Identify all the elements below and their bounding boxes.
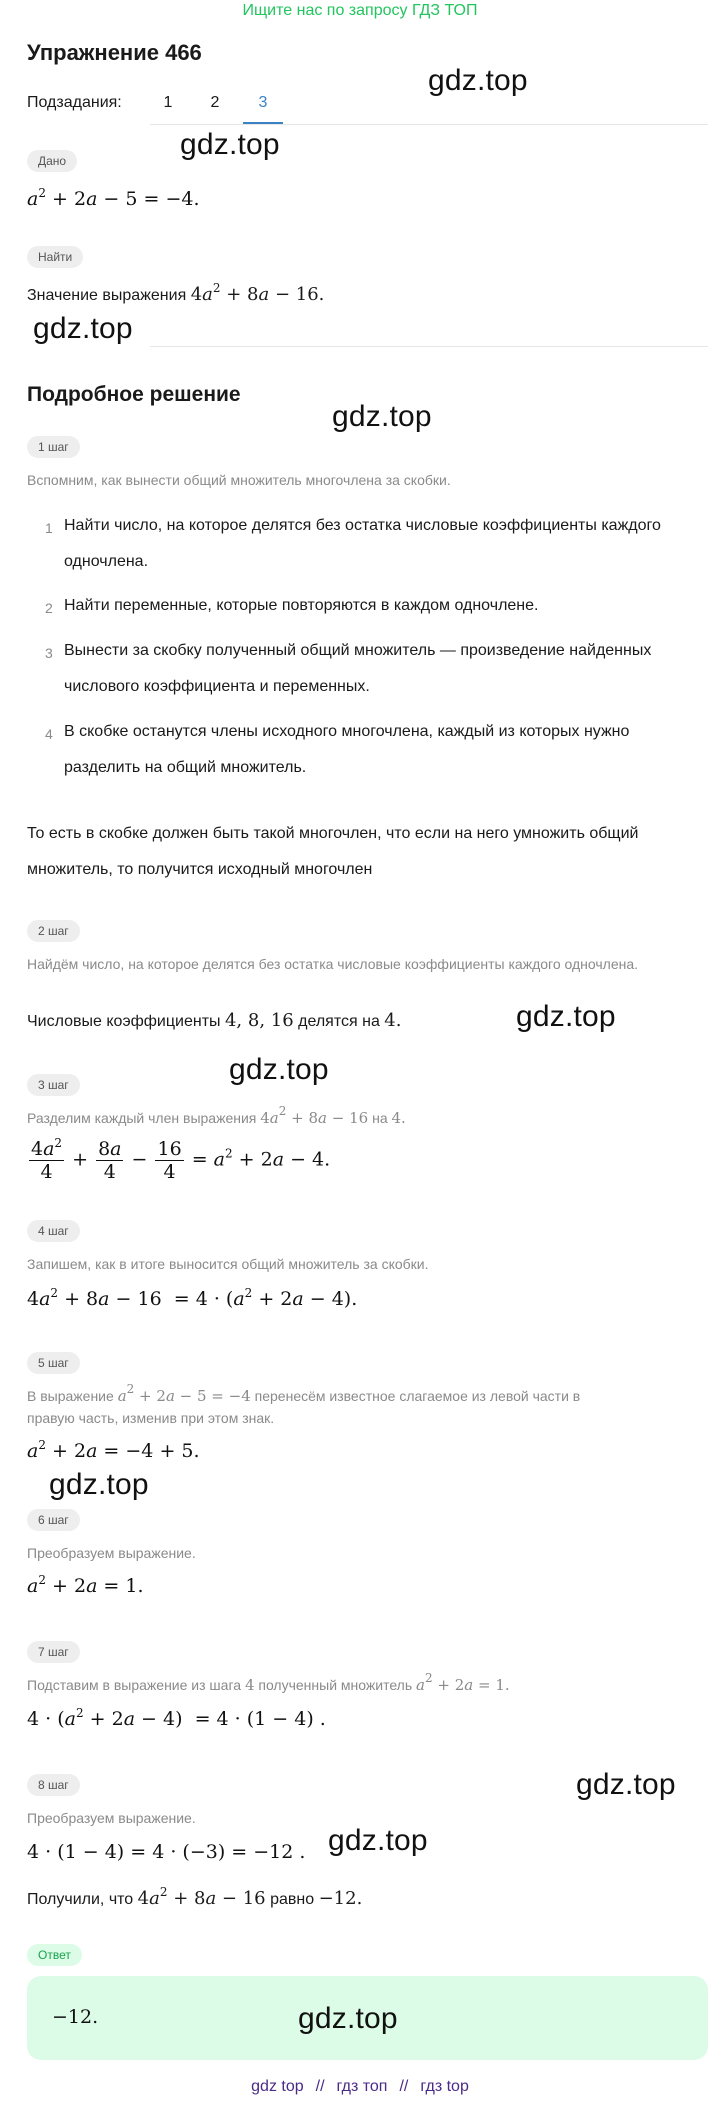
subtask-tab-3[interactable]: 3 bbox=[258, 94, 268, 111]
find-badge: Найти bbox=[27, 246, 83, 268]
step-2-text: Числовые коэффициенты 4, 8, 16 делятся на 4. bbox=[27, 1010, 402, 1031]
page-title: Упражнение 466 bbox=[27, 40, 202, 65]
watermark: gdz.top bbox=[428, 64, 528, 97]
step-7-math: $4 \cdot (a^2 + 2a - 4) = 4 \cdot (1 - 4)$ . bbox=[27, 1706, 326, 1730]
top-banner[interactable]: Ищите нас по запросу ГДЗ ТОП bbox=[242, 2, 478, 19]
step-5-badge: 5 шаг bbox=[27, 1352, 80, 1374]
footer-separator: // bbox=[315, 2078, 325, 2095]
watermark: gdz.top bbox=[298, 2002, 398, 2035]
step-3-hint: Разделим каждый член выражения $4a^2 + 8a - 16$ на 4. bbox=[27, 1104, 406, 1127]
step-8-math: 4 · (1 − 4) = 4 · (−3) = −12 . bbox=[27, 1841, 306, 1863]
step-8-result-text: Получили, что $4a^2 + 8a - 16$ равно −12. bbox=[27, 1885, 363, 1909]
step-1-hint: Вспомним, как вынести общий множитель многочлена за скобки. bbox=[27, 472, 451, 488]
section-divider bbox=[150, 346, 708, 347]
watermark: gdz.top bbox=[516, 1000, 616, 1033]
step-6-math: $a^2 + 2a = 1$. bbox=[27, 1573, 144, 1597]
step-6-hint: Преобразуем выражение. bbox=[27, 1545, 196, 1561]
footer-links bbox=[0, 2078, 720, 2096]
given-equation: $a^2 + 2a - 5 = -4$. bbox=[27, 186, 200, 210]
subtasks-label: Подзадания: bbox=[27, 94, 122, 111]
watermark: gdz.top bbox=[180, 128, 280, 161]
tabs-divider bbox=[150, 124, 708, 125]
list-item-4: В скобке останутся члены исходного многочлена, каждый из которых нужно разделить на общий множитель. bbox=[64, 723, 630, 776]
watermark: gdz.top bbox=[49, 1468, 149, 1501]
answer-badge: Ответ bbox=[27, 1944, 82, 1966]
step-7-hint: Подставим в выражение из шага 4 полученный множитель $a^2 + 2a = 1$. bbox=[27, 1671, 510, 1694]
watermark: gdz.top bbox=[229, 1053, 329, 1086]
list-item-1: Найти число, на которое делятся без остатка числовые коэффициенты каждого одночлена. bbox=[64, 517, 661, 570]
step-8-badge: 8 шаг bbox=[27, 1774, 80, 1796]
step-6-badge: 6 шаг bbox=[27, 1509, 80, 1531]
step-3-fraction-math: $\frac{4a^2}{4}$ + $\frac{8a}{4}$ − $\frac{16}{4}$ = $a^2 + 2a - 4$. bbox=[31, 1136, 331, 1183]
solution-title: Подробное решение bbox=[27, 383, 241, 406]
list-num-1: 1 bbox=[45, 520, 53, 536]
subtask-tab-1[interactable]: 1 bbox=[163, 94, 173, 111]
footer-link-3[interactable]: гдз top bbox=[420, 2078, 469, 2095]
footer-separator: // bbox=[399, 2078, 409, 2095]
answer-value: −12. bbox=[52, 2006, 99, 2028]
watermark: gdz.top bbox=[332, 400, 432, 433]
list-item-2: Найти переменные, которые повторяются в каждом одночлене. bbox=[64, 597, 539, 614]
step-5-hint: В выражение $a^2 + 2a - 5 = -4$ перенесём известное слагаемое из левой части в правую часть, изменив при этом знак. bbox=[27, 1382, 581, 1426]
watermark: gdz.top bbox=[33, 312, 133, 345]
given-badge: Дано bbox=[27, 150, 77, 172]
watermark: gdz.top bbox=[576, 1768, 676, 1801]
step-8-hint: Преобразуем выражение. bbox=[27, 1810, 196, 1826]
list-item-3: Вынести за скобку полученный общий множитель — произведение найденных числового коэффициента и переменных. bbox=[64, 642, 652, 695]
step-4-math: $4a^2 + 8a - 16 = 4 \cdot (a^2 + 2a - 4)$. bbox=[27, 1286, 358, 1310]
find-text: Значение выражения $4a^2 + 8a - 16$. bbox=[27, 281, 325, 305]
step-2-hint: Найдём число, на которое делятся без остатка числовые коэффициенты каждого одночлена. bbox=[27, 956, 639, 972]
list-num-3: 3 bbox=[45, 645, 53, 661]
step-7-badge: 7 шаг bbox=[27, 1641, 80, 1663]
list-num-2: 2 bbox=[45, 600, 53, 616]
step-4-badge: 4 шаг bbox=[27, 1220, 80, 1242]
footer-link-1[interactable]: gdz top bbox=[251, 2078, 304, 2095]
watermark: gdz.top bbox=[328, 1824, 428, 1857]
step-1-badge: 1 шаг bbox=[27, 436, 80, 458]
step-1-paragraph: То есть в скобке должен быть такой многочлен, что если на него умножить общий множитель, то получится исходный многочлен bbox=[27, 825, 639, 878]
list-num-4: 4 bbox=[45, 726, 53, 742]
step-5-math: $a^2 + 2a = -4 + 5$. bbox=[27, 1438, 200, 1462]
step-3-badge: 3 шаг bbox=[27, 1074, 80, 1096]
step-2-badge: 2 шаг bbox=[27, 920, 80, 942]
subtask-tab-2[interactable]: 2 bbox=[210, 94, 220, 111]
footer-link-2[interactable]: гдз топ bbox=[336, 2078, 388, 2095]
step-4-hint: Запишем, как в итоге выносится общий множитель за скобки. bbox=[27, 1256, 429, 1272]
